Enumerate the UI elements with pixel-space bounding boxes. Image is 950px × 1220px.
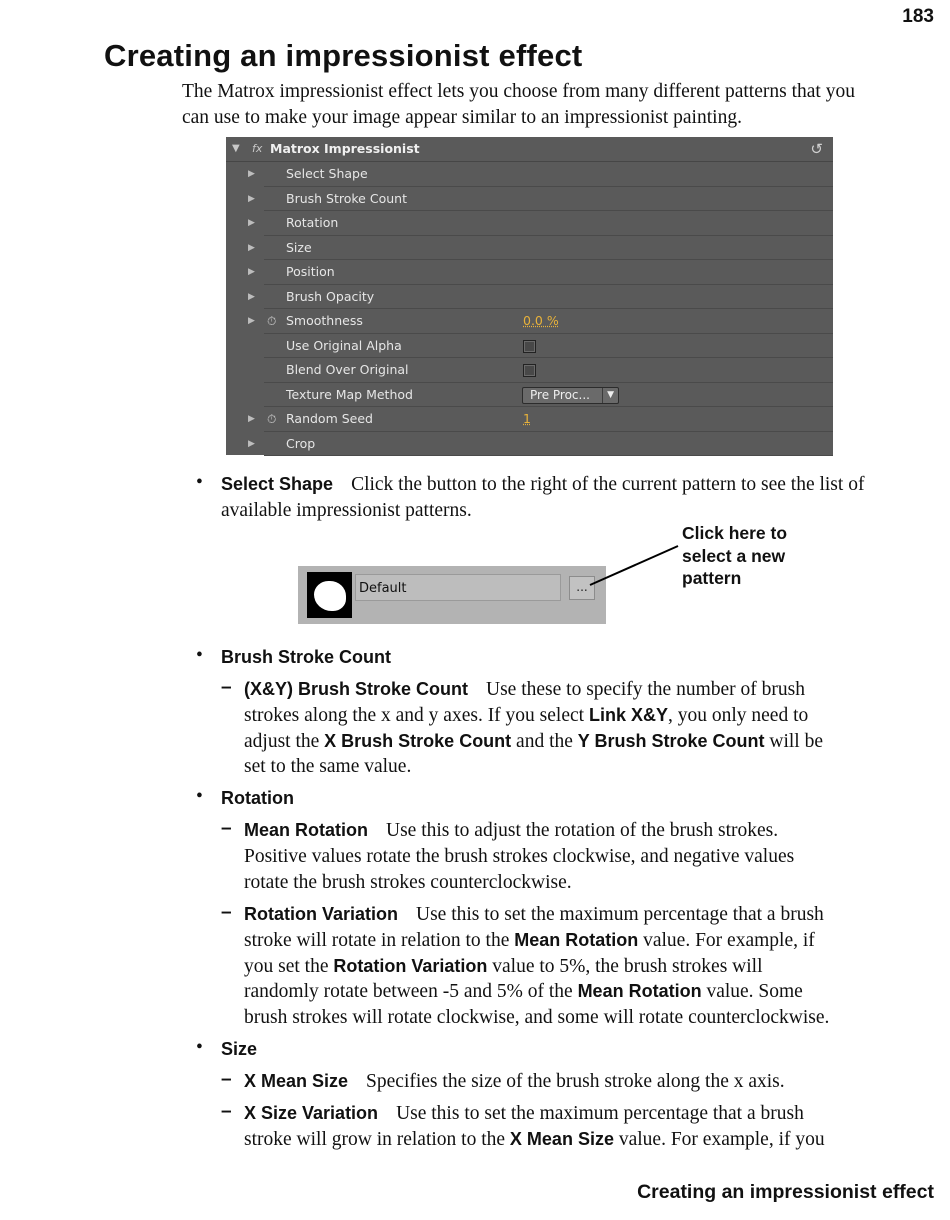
brush-shape-preview (314, 581, 346, 611)
property-label: Brush Opacity (286, 288, 375, 304)
mean-rotation-ref: Mean Rotation (577, 981, 702, 1002)
select-shape-text: Click the button to the right of the current pattern to see the list of available impressionist patterns. (221, 474, 865, 521)
mean-rotation-term: Mean Rotation (244, 820, 368, 840)
property-row-texture-map-method[interactable] (226, 383, 833, 408)
text-run: value. For example, if (643, 929, 815, 951)
callout-text (682, 522, 787, 590)
effect-header[interactable] (226, 137, 833, 162)
text-run: , you only need to (667, 704, 809, 726)
text-run: strokes along the x and y axes. If you select (244, 704, 585, 726)
shape-picker (298, 566, 606, 624)
link-xy-term: Link X&Y (588, 704, 668, 725)
stopwatch-icon[interactable]: ⏱ (267, 412, 277, 426)
rotation-variation-term: Rotation Variation (244, 904, 399, 924)
collapsed-triangle-icon[interactable]: ▶ (248, 316, 255, 326)
random-seed-value[interactable]: 1 (523, 411, 531, 426)
property-label: Texture Map Method (286, 386, 413, 402)
chevron-down-icon: ▼ (602, 388, 614, 403)
property-row-size[interactable] (226, 236, 833, 261)
property-label: Brush Stroke Count (286, 190, 407, 206)
select-shape-term: Select Shape (221, 474, 334, 494)
text-run: value. Some (706, 981, 803, 1003)
collapsed-triangle-icon[interactable]: ▶ (248, 414, 255, 424)
rotation-heading: Rotation (221, 788, 294, 808)
text-run: value. For example, if you (618, 1128, 825, 1150)
mean-rotation-ref: Mean Rotation (514, 929, 639, 950)
text-run: set to the same value. (244, 756, 412, 778)
collapsed-triangle-icon[interactable]: ▶ (248, 218, 255, 228)
use-original-alpha-checkbox[interactable] (523, 340, 536, 353)
reset-icon[interactable]: ↺ (810, 140, 823, 158)
size-heading: Size (221, 1039, 258, 1059)
dash: – (221, 902, 232, 923)
rotation-variation-ref: Rotation Variation (333, 955, 488, 976)
property-label: Crop (286, 435, 316, 451)
effect-controls-panel (226, 137, 833, 455)
texture-map-method-dropdown[interactable] (522, 387, 619, 404)
text-run: randomly rotate between -5 and 5% of the (244, 981, 573, 1003)
property-row-rotation[interactable] (226, 211, 833, 236)
xy-brush-stroke-count-term: (X&Y) Brush Stroke Count (244, 679, 469, 699)
property-row-select-shape[interactable] (226, 162, 833, 187)
effect-name: Matrox Impressionist (270, 141, 420, 156)
stopwatch-icon[interactable]: ⏱ (267, 314, 277, 328)
text-run: and the (516, 730, 573, 752)
text-run: Positive values rotate the brush strokes clockwise, and negative values (244, 845, 795, 867)
dash: – (221, 1069, 232, 1090)
callout-line: Click here to (682, 523, 788, 543)
x-mean-size-item (244, 1069, 884, 1095)
blend-over-original-checkbox[interactable] (523, 364, 536, 377)
text-run: Use this to set the maximum percentage that a brush (416, 904, 824, 925)
property-row-blend-over-original[interactable] (226, 358, 833, 383)
text-run: rotate the brush strokes counterclockwise. (244, 871, 572, 893)
mean-rotation-item (244, 818, 884, 895)
page-number: 183 (902, 6, 934, 27)
collapsed-triangle-icon[interactable]: ▶ (248, 169, 255, 179)
x-mean-size-ref: X Mean Size (509, 1128, 614, 1149)
property-label: Position (286, 264, 335, 279)
text-run: Use this to adjust the rotation of the brush strokes. (386, 820, 779, 841)
intro-paragraph: The Matrox impressionist effect lets you choose from many different patterns that you can use to make your image appear similar to an impressionist painting. (182, 81, 855, 128)
running-footer: Creating an impressionist effect (637, 1181, 934, 1203)
property-row-brush-opacity[interactable] (226, 285, 833, 310)
expand-triangle-icon[interactable]: ▼ (232, 143, 240, 154)
x-brush-stroke-count-term: X Brush Stroke Count (324, 730, 512, 751)
text-run: you set the (244, 955, 329, 977)
bullet: • (196, 1037, 203, 1058)
text-run: stroke will grow in relation to the (244, 1128, 506, 1150)
property-label: Blend Over Original (286, 362, 409, 377)
bullet: • (196, 786, 203, 807)
text-run: brush strokes will rotate clockwise, and some will rotate counterclockwise. (244, 1007, 830, 1029)
bullet: • (196, 645, 203, 666)
text-run: value to 5%, the brush strokes will (492, 955, 763, 977)
collapsed-triangle-icon[interactable]: ▶ (248, 291, 255, 302)
collapsed-triangle-icon[interactable]: ▶ (248, 242, 255, 253)
x-size-variation-term: X Size Variation (244, 1103, 379, 1123)
fx-icon[interactable]: fx (252, 142, 263, 155)
callout-line: select a new (682, 545, 786, 566)
property-row-position[interactable] (226, 260, 833, 285)
dash: – (221, 1101, 232, 1122)
collapsed-triangle-icon[interactable]: ▶ (248, 193, 255, 204)
text-run: Specifies the size of the brush stroke along the x axis. (366, 1071, 785, 1092)
dropdown-value: Pre Proc... (530, 387, 590, 402)
property-label: Rotation (286, 215, 339, 230)
property-row-crop[interactable] (226, 432, 833, 457)
text-run: adjust the (244, 730, 320, 752)
collapsed-triangle-icon[interactable]: ▶ (248, 438, 255, 449)
property-label: Random Seed (286, 411, 373, 426)
property-label: Size (286, 239, 312, 255)
shape-thumbnail (307, 572, 352, 618)
property-row-brush-stroke-count[interactable] (226, 187, 833, 212)
property-label: Select Shape (286, 166, 368, 181)
select-pattern-button[interactable]: ... (569, 576, 595, 600)
bullet: • (196, 472, 203, 493)
text-run: Use these to specify the number of brush (486, 679, 805, 700)
property-row-smoothness[interactable] (226, 309, 833, 334)
property-label: Use Original Alpha (286, 337, 402, 353)
current-pattern-field: Default (355, 574, 561, 601)
callout-line: pattern (682, 568, 742, 588)
property-row-random-seed[interactable] (226, 407, 833, 432)
rotation-variation-item (244, 902, 894, 1031)
dash: – (221, 818, 232, 839)
y-brush-stroke-count-term: Y Brush Stroke Count (577, 730, 765, 751)
property-row-use-original-alpha[interactable] (226, 334, 833, 359)
text-run: will be (769, 730, 823, 752)
brush-stroke-count-item (244, 677, 884, 780)
brush-stroke-count-heading: Brush Stroke Count (221, 647, 392, 667)
text-run: stroke will rotate in relation to the (244, 929, 510, 951)
x-mean-size-term: X Mean Size (244, 1071, 349, 1091)
property-label: Smoothness (286, 313, 363, 328)
page-title: Creating an impressionist effect (104, 38, 583, 73)
collapsed-triangle-icon[interactable]: ▶ (248, 267, 255, 277)
smoothness-value[interactable]: 0.0 % (523, 313, 559, 328)
text-run: Use this to set the maximum percentage that a brush (396, 1103, 804, 1124)
x-size-variation-item (244, 1101, 884, 1153)
select-shape-paragraph (221, 472, 881, 524)
dash: – (221, 677, 232, 698)
